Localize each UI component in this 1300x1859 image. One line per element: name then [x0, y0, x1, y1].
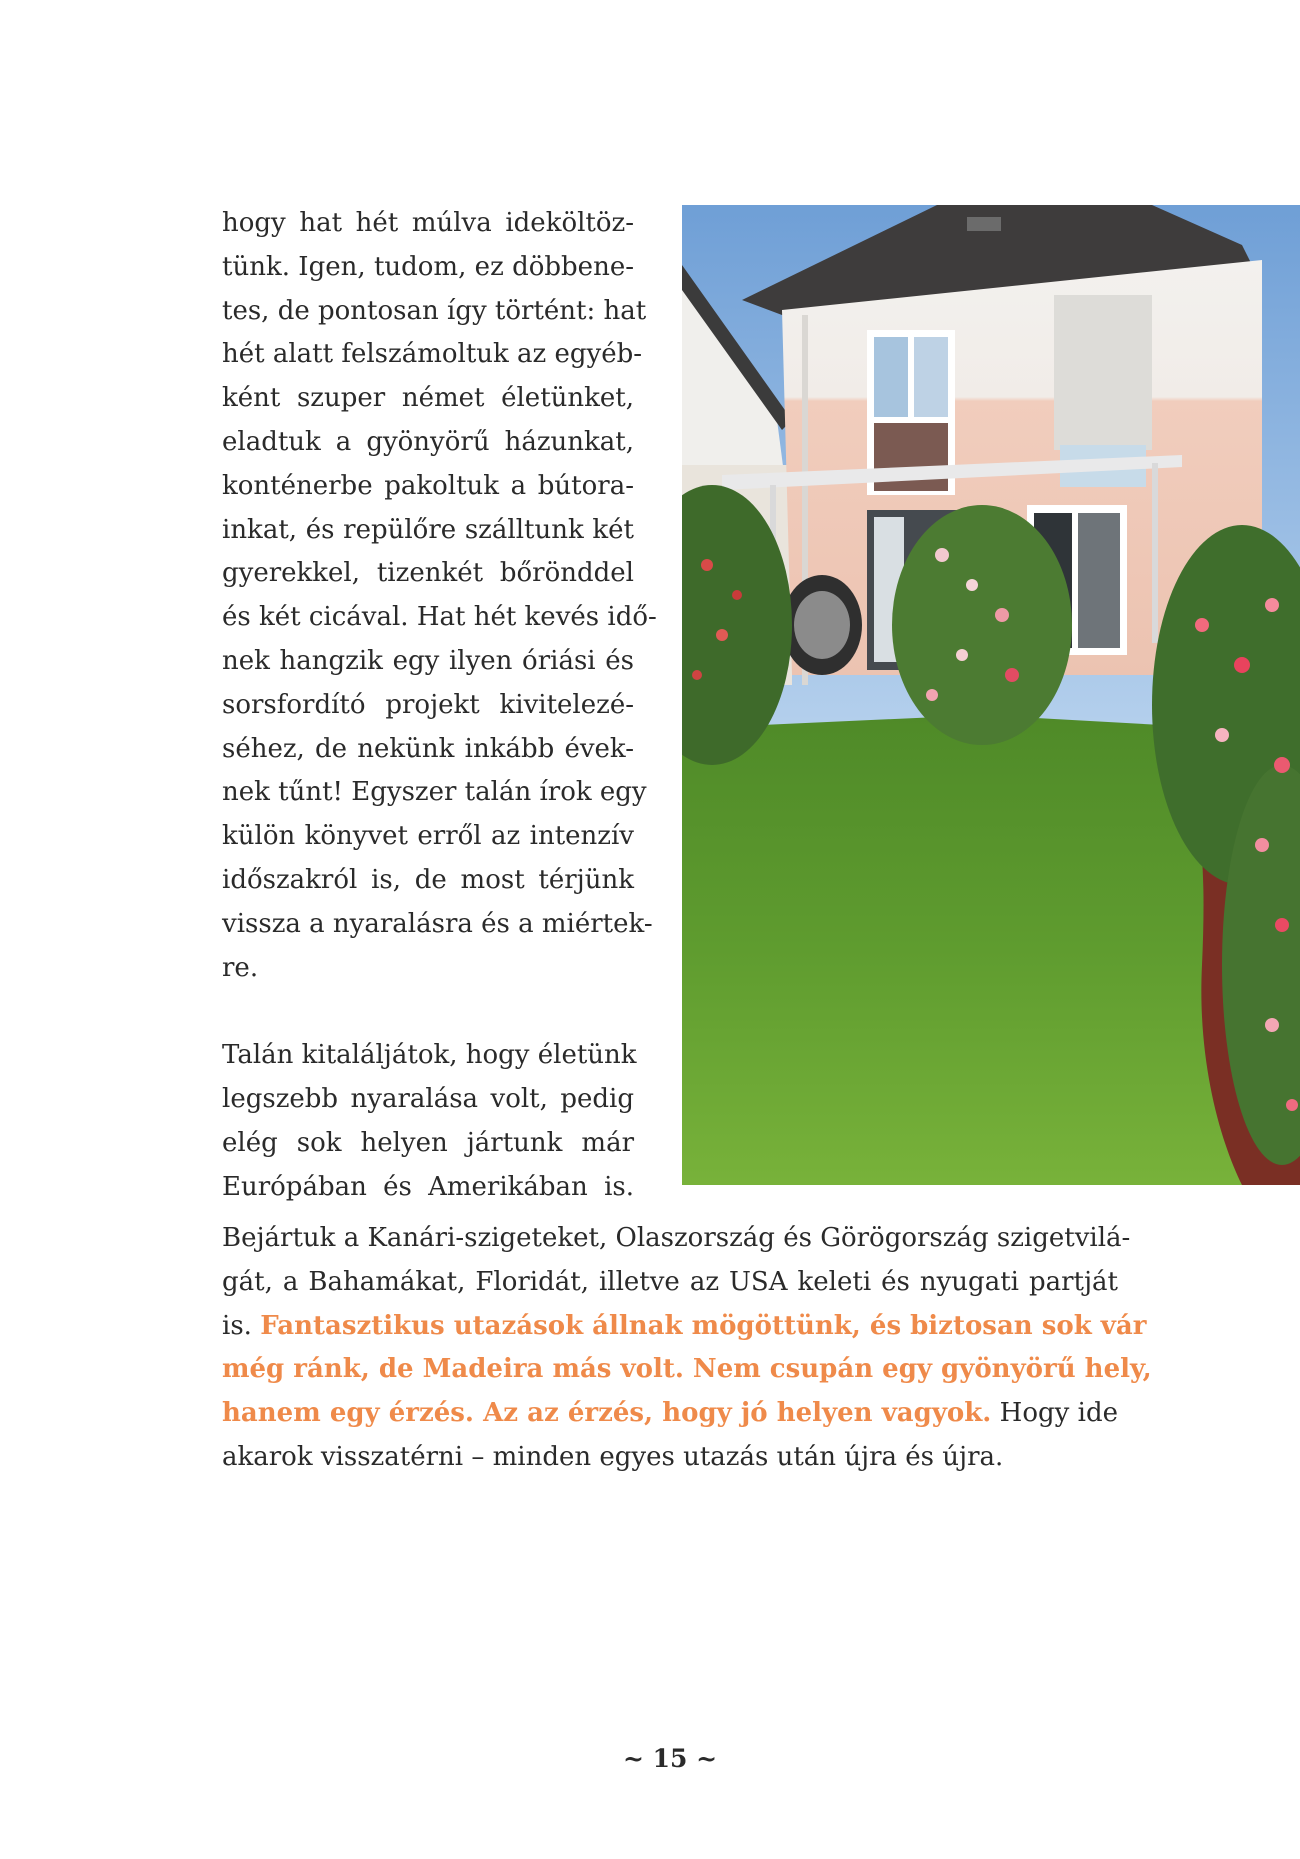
highlighted-text: még ránk, de Madeira más volt. Nem csupán egy gyönyörű hely, [222, 1354, 1152, 1385]
text-line: akarok visszatérni – minden egyes utazás után újra és újra. [222, 1441, 1004, 1472]
house-garden-photo [682, 205, 1300, 1185]
text-line: gyerekkel, tizenkét bőrönddel [222, 558, 634, 589]
text-line: Európában és Amerikában is. [222, 1171, 634, 1202]
left-column-text [222, 202, 657, 1209]
text-line-mixed [222, 1392, 1118, 1436]
full-width-text [222, 1217, 1152, 1480]
text-line: legszebb nyaralása volt, pedig [222, 1083, 634, 1114]
text-line: hét alatt felszámoltuk az egyéb- [222, 339, 643, 370]
text-line: konténerbe pakoltuk a bútora- [222, 470, 634, 501]
text-line: hogy hat hét múlva ideköltöz- [222, 208, 634, 238]
text-line-mixed [222, 1305, 1147, 1349]
text-line: és két cicával. Hat hét kevés idő- [222, 602, 657, 633]
highlighted-text: Fantasztikus utazások állnak mögöttünk, és biztosan sok vár [260, 1310, 1147, 1341]
text-line: eladtuk a gyönyörű házunkat, [222, 426, 634, 457]
text-line: időszakról is, de most térjünk [222, 864, 634, 895]
text-line: vissza a nyaralásra és a miértek- [222, 908, 653, 939]
text-line: re. [222, 952, 259, 983]
text-line: ként szuper német életünket, [222, 383, 634, 414]
page-number: ~ 15 ~ [622, 1744, 718, 1773]
text-line: sorsfordító projekt kivitelezé- [222, 689, 634, 720]
text-line: nek tűnt! Egyszer talán írok egy [222, 777, 647, 808]
text-line-mixed [222, 1348, 1152, 1392]
paragraph-gap [222, 990, 634, 1034]
plain-text: Hogy ide [999, 1398, 1118, 1429]
text-line: séhez, de nekünk inkább évek- [222, 733, 634, 764]
text-line: tes, de pontosan így történt: hat [222, 295, 647, 326]
highlighted-text: hanem egy érzés. Az az érzés, hogy jó helyen vagyok. [222, 1398, 992, 1429]
text-line: külön könyvet erről az intenzív [222, 821, 634, 852]
text-line: nek hangzik egy ilyen óriási és [222, 645, 634, 676]
text-line: Talán kitaláljátok, hogy életünk [222, 1040, 637, 1071]
text-line: inkat, és repülőre szálltunk két [222, 514, 634, 545]
text-line: elég sok helyen jártunk már [222, 1127, 634, 1158]
plain-text: is. [222, 1310, 252, 1341]
text-line: tünk. Igen, tudom, ez döbbene- [222, 251, 634, 282]
text-line: gát, a Bahamákat, Floridát, illetve az USA keleti és nyugati partját [222, 1266, 1118, 1297]
text-line: Bejártuk a Kanári-szigeteket, Olaszország és Görögország szigetvilá- [222, 1223, 1131, 1253]
